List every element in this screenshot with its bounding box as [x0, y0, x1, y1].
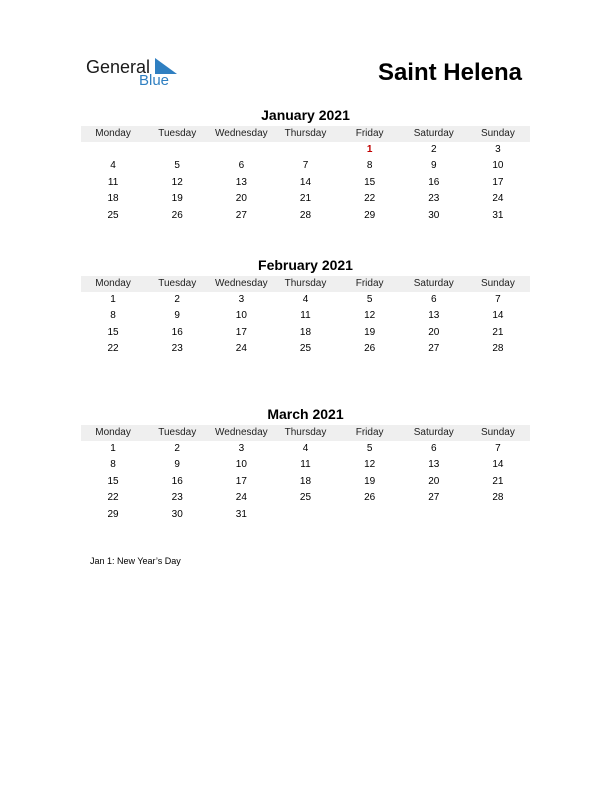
- day-cell: 22: [364, 193, 376, 205]
- day-cell: 28: [299, 209, 312, 221]
- day-cell: 4: [302, 443, 309, 454]
- day-cell: 15: [107, 475, 119, 487]
- weekday-header: Friday: [338, 425, 402, 441]
- weekday-header: Wednesday: [209, 276, 273, 292]
- holiday-note: Jan 1: New Year’s Day: [90, 556, 181, 566]
- day-cell: 27: [428, 492, 440, 504]
- week-row: [81, 325, 530, 341]
- day-cell: 23: [428, 193, 440, 205]
- day-cell: 16: [171, 326, 183, 338]
- day-cell: 27: [235, 209, 247, 221]
- day-cell: 27: [428, 343, 440, 355]
- weekday-header: Sunday: [466, 425, 530, 441]
- day-cell: 5: [366, 443, 373, 454]
- holiday-notes: [90, 555, 181, 568]
- logo-text-general: General: [86, 57, 151, 77]
- day-cell: 15: [364, 176, 376, 188]
- month-title: March 2021: [267, 406, 344, 422]
- weekday-header: Thursday: [273, 126, 337, 142]
- day-cell: 5: [174, 160, 180, 172]
- day-cell: 6: [430, 443, 437, 454]
- day-cell: 8: [110, 310, 116, 322]
- day-cell: 29: [107, 508, 119, 520]
- day-cell: 17: [235, 475, 247, 487]
- week-row: [81, 142, 530, 158]
- day-cell: 21: [492, 326, 504, 338]
- weekday-header-row: [81, 425, 530, 441]
- calendar-grid: [81, 126, 530, 224]
- week-row: [81, 308, 530, 324]
- generalblue-logo: [86, 56, 196, 92]
- weekday-header-row: [81, 276, 530, 292]
- calendar-grid: [81, 425, 530, 523]
- day-cell: 31: [235, 508, 247, 520]
- day-cell: 3: [238, 443, 245, 454]
- day-cell: 10: [492, 160, 504, 172]
- day-cell: 24: [235, 343, 247, 355]
- country-title: Saint Helena: [377, 59, 522, 86]
- empty-day-cell: [466, 507, 530, 523]
- day-cell: 15: [107, 326, 119, 338]
- day-cell: 20: [235, 193, 247, 205]
- weekday-header: Saturday: [402, 276, 466, 292]
- day-cell: 9: [174, 310, 180, 322]
- day-cell: 1: [366, 144, 373, 155]
- day-cell: 8: [110, 459, 116, 471]
- weekday-header: Friday: [338, 276, 402, 292]
- weekday-header: Monday: [81, 126, 145, 142]
- empty-day-cell: [145, 142, 209, 158]
- day-cell: 13: [428, 310, 440, 322]
- day-cell: 21: [492, 475, 504, 487]
- weekday-header: Monday: [81, 425, 145, 441]
- day-cell: 8: [366, 160, 373, 172]
- day-cell: 12: [364, 310, 376, 322]
- empty-day-cell: [273, 142, 337, 158]
- month-calendar-january: [81, 106, 530, 224]
- day-cell: 1: [110, 294, 116, 305]
- day-cell: 3: [238, 294, 245, 305]
- weekday-header: Thursday: [273, 425, 337, 441]
- weekday-header-row: [81, 126, 530, 142]
- day-cell: 4: [302, 294, 309, 305]
- day-cell: 17: [492, 176, 504, 188]
- empty-day-cell: [81, 142, 145, 158]
- empty-day-cell: [338, 507, 402, 523]
- day-cell: 10: [235, 310, 247, 322]
- day-cell: 18: [299, 475, 312, 487]
- day-cell: 6: [430, 294, 437, 305]
- day-cell: 30: [428, 209, 440, 221]
- day-cell: 18: [299, 326, 312, 338]
- day-cell: 28: [492, 492, 504, 504]
- month-title: February 2021: [258, 257, 353, 273]
- day-cell: 9: [430, 160, 437, 172]
- week-row: [81, 441, 530, 457]
- day-cell: 26: [364, 492, 376, 504]
- day-cell: 19: [364, 475, 376, 487]
- day-cell: 26: [171, 209, 183, 221]
- day-cell: 3: [495, 144, 501, 155]
- day-cell: 19: [171, 193, 183, 205]
- month-calendar-march: [81, 405, 530, 523]
- day-cell: 23: [171, 492, 183, 504]
- day-cell: 14: [299, 176, 312, 188]
- day-cell: 23: [171, 343, 183, 355]
- day-cell: 11: [300, 310, 311, 322]
- day-cell: 28: [492, 343, 504, 355]
- day-cell: 16: [171, 475, 183, 487]
- day-cell: 30: [171, 508, 183, 520]
- day-cell: 24: [492, 193, 504, 205]
- weekday-header: Saturday: [402, 126, 466, 142]
- week-row: [81, 191, 530, 207]
- empty-day-cell: [209, 142, 273, 158]
- weekday-header: Wednesday: [209, 126, 273, 142]
- weekday-header: Wednesday: [209, 425, 273, 441]
- weekday-header: Tuesday: [145, 276, 209, 292]
- weekday-header: Friday: [338, 126, 402, 142]
- day-cell: 20: [428, 475, 440, 487]
- weekday-header: Tuesday: [145, 126, 209, 142]
- day-cell: 25: [299, 343, 312, 355]
- day-cell: 14: [492, 459, 504, 471]
- day-cell: 31: [492, 209, 504, 221]
- day-cell: 29: [364, 209, 376, 221]
- day-cell: 20: [428, 326, 440, 338]
- day-cell: 6: [238, 160, 245, 172]
- day-cell: 2: [430, 144, 437, 155]
- day-cell: 26: [364, 343, 376, 355]
- empty-day-cell: [402, 507, 466, 523]
- week-row: [81, 341, 530, 357]
- day-cell: 18: [107, 193, 119, 205]
- weekday-header: Saturday: [402, 425, 466, 441]
- weekday-header: Sunday: [466, 276, 530, 292]
- day-cell: 12: [364, 459, 376, 471]
- week-row: [81, 208, 530, 224]
- day-cell: 7: [302, 160, 309, 172]
- day-cell: 11: [300, 459, 311, 471]
- day-cell: 25: [299, 492, 312, 504]
- day-cell: 5: [366, 294, 373, 305]
- day-cell: 7: [495, 294, 501, 305]
- weekday-header: Sunday: [466, 126, 530, 142]
- day-cell: 1: [110, 443, 116, 454]
- day-cell: 10: [235, 459, 247, 471]
- month-title: January 2021: [261, 107, 350, 123]
- day-cell: 12: [171, 176, 183, 188]
- day-cell: 13: [428, 459, 440, 471]
- week-row: [81, 457, 530, 473]
- week-row: [81, 490, 530, 506]
- empty-day-cell: [273, 507, 337, 523]
- day-cell: 2: [174, 294, 180, 305]
- day-cell: 2: [174, 443, 180, 454]
- day-cell: 22: [107, 343, 119, 355]
- day-cell: 17: [235, 326, 247, 338]
- week-row: [81, 507, 530, 523]
- week-row: [81, 292, 530, 308]
- logo-text-blue: Blue: [139, 72, 170, 89]
- day-cell: 22: [107, 492, 119, 504]
- day-cell: 24: [235, 492, 247, 504]
- day-cell: 4: [110, 160, 116, 172]
- calendar-grid: [81, 276, 530, 358]
- week-row: [81, 474, 530, 490]
- week-row: [81, 175, 530, 191]
- weekday-header: Tuesday: [145, 425, 209, 441]
- day-cell: 11: [107, 176, 119, 188]
- month-calendar-february: [81, 256, 530, 358]
- day-cell: 7: [495, 443, 501, 454]
- day-cell: 9: [174, 459, 180, 471]
- week-row: [81, 158, 530, 174]
- day-cell: 21: [299, 193, 312, 205]
- day-cell: 13: [235, 176, 247, 188]
- day-cell: 25: [107, 209, 119, 221]
- day-cell: 16: [428, 176, 440, 188]
- day-cell: 19: [364, 326, 376, 338]
- weekday-header: Thursday: [273, 276, 337, 292]
- day-cell: 14: [492, 310, 504, 322]
- weekday-header: Monday: [81, 276, 145, 292]
